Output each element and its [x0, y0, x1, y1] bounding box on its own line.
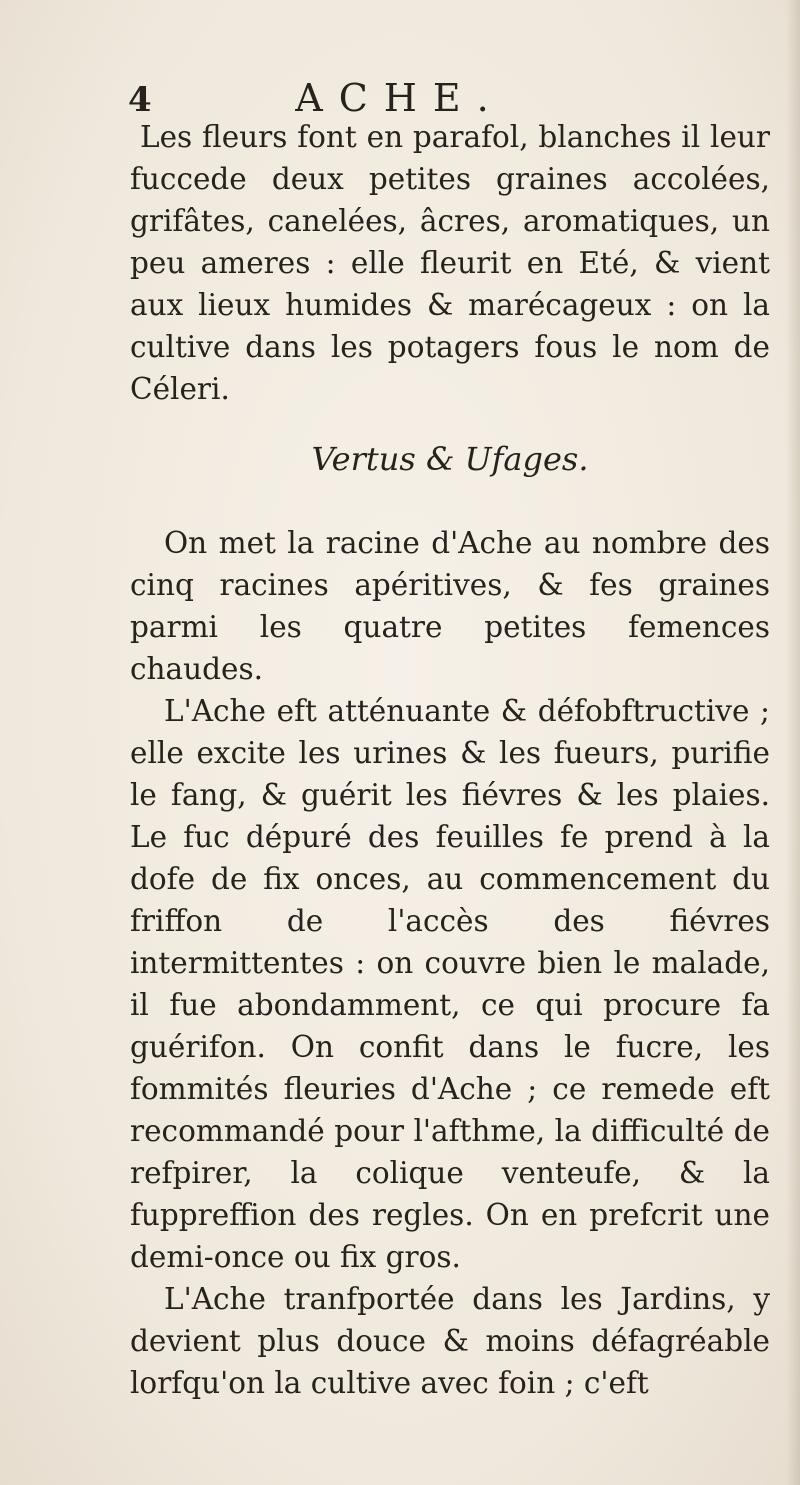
paragraph: L'Ache eft atténuante & défobftructive ; elle excite les urines & les fueurs, purifie le fang, & guérit les fiévres & les plaies. Le fuc dépuré des feuilles fe prend à la dofe de fix onces, au commencement du friffon de l'accès des fiévres intermittentes : on couvre bien le malade, il fue abondamment, ce qui procure fa guérifon. On confit dans le fucre, les fommités fleuries d'Ache ; ce remede eft recommandé pour l'afthme, la difficulté de refpirer, la colique venteufe, & la fuppreffion des regles. On en prefcrit une demi-once ou fix gros.	[130, 694, 770, 1274]
intro-text	[130, 116, 770, 410]
paragraph: Les fleurs font en parafol, blanches il leur fuccede deux petites graines accolées, grifâtes, canelées, âcres, aromatiques, un peu ameres : elle fleurit en Eté, & vient aux lieux humides & marécageux : on la cultive dans les potagers fous le nom de Céleri.	[130, 120, 770, 406]
page-number: 4	[128, 80, 152, 120]
section-heading: Vertus & Ufages.	[311, 440, 589, 478]
body-text	[130, 522, 770, 1404]
running-title: ACHE.	[295, 76, 505, 120]
paragraph: On met la racine d'Ache au nombre des cinq racines apéritives, & fes graines parmi les quatre petites femences chaudes.	[130, 526, 770, 686]
paragraph: L'Ache tranfportée dans les Jardins, y devient plus douce & moins défagréable lorfqu'on la cultive avec foin ; c'eft	[130, 1282, 770, 1400]
page-edge-shadow	[786, 0, 800, 1485]
page-header	[120, 72, 680, 122]
